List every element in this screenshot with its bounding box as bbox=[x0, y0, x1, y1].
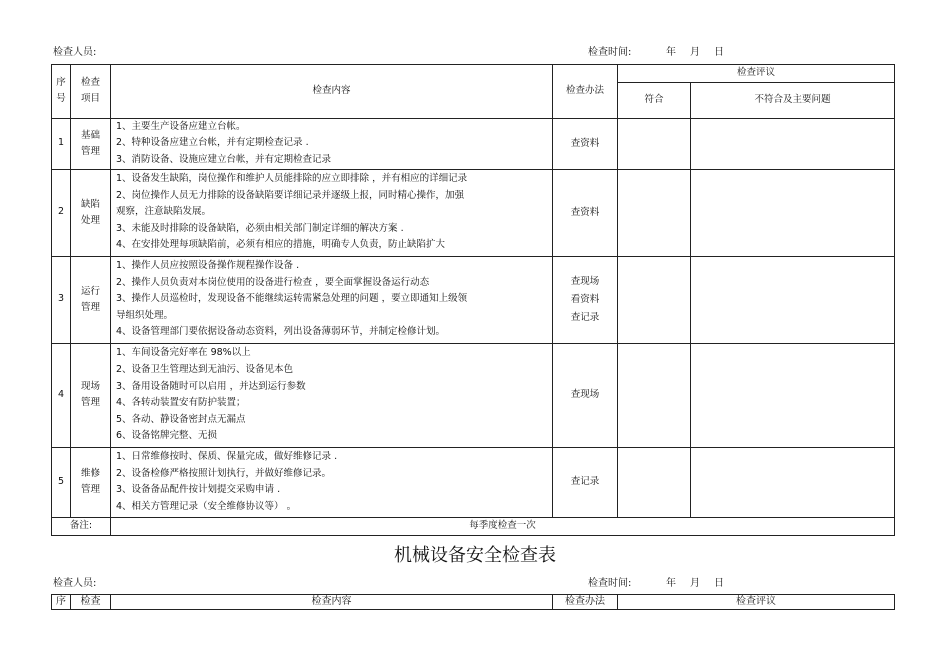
row-conform-cell[interactable] bbox=[618, 343, 691, 447]
row-conform-cell[interactable] bbox=[618, 169, 691, 256]
row-content: 1、设备发生缺陷，岗位操作和维护人员能排除的应立即排除 ，并有相应的详细记录 2、岗位操作人员无力排除的设备缺陷要详细记录并逐级上报，同时精心操作，加强 观察，注意缺陷发展。 3、未能及时排除的设备缺陷，必须由相关部门制定详细的解决方案 . 4、在安排处理每项缺陷前，必须有相应的措施，明确专人负责，防止缺陷扩大 bbox=[111, 169, 553, 256]
col-header-nonconform: 不符合及主要问题 bbox=[691, 82, 895, 118]
row-method: 查资料 bbox=[553, 118, 618, 169]
inspection-table-2 bbox=[51, 594, 895, 610]
row-nonconform-cell[interactable] bbox=[691, 343, 895, 447]
date-day-label: 日 bbox=[714, 47, 724, 58]
row-seq: 1 bbox=[52, 118, 71, 169]
row-method: 查资料 bbox=[553, 169, 618, 256]
col-header-content: 检查内容 bbox=[111, 65, 553, 119]
col-header-seq: 序号 bbox=[52, 65, 71, 119]
table-row bbox=[52, 447, 895, 517]
date-year-label-2: 年 bbox=[666, 578, 676, 589]
row-item: 现场管理 bbox=[71, 343, 111, 447]
inspection-table bbox=[51, 64, 895, 536]
col-header-content: 检查内容 bbox=[111, 595, 553, 610]
row-method: 查记录 bbox=[553, 447, 618, 517]
row-item: 运行管理 bbox=[71, 256, 111, 343]
table-row bbox=[52, 169, 895, 256]
row-content: 1、日常维修按时、保质、保量完成，做好维修记录 . 2、设备检修严格按照计划执行，并做好维修记录。 3、设备备品配件按计划提交采购申请 . 4、相关方管理记录（安全维修协议等） 。 bbox=[111, 447, 553, 517]
remark-row bbox=[52, 517, 895, 535]
row-item: 缺陷处理 bbox=[71, 169, 111, 256]
table-row bbox=[52, 118, 895, 169]
row-seq: 4 bbox=[52, 343, 71, 447]
inspection-time-label-2: 检查时间: bbox=[588, 578, 632, 589]
page-title: 机械设备安全检查表 bbox=[394, 545, 556, 566]
row-nonconform-cell[interactable] bbox=[691, 118, 895, 169]
col-header-method: 检查办法 bbox=[553, 65, 618, 119]
remark-text: 每季度检查一次 bbox=[111, 517, 895, 535]
date-day-label-2: 日 bbox=[714, 578, 724, 589]
row-content: 1、主要生产设备应建立台帐。 2、特种设备应建立台帐，并有定期检查记录 . 3、消防设备、设施应建立台帐，并有定期检查记录 bbox=[111, 118, 553, 169]
row-conform-cell[interactable] bbox=[618, 447, 691, 517]
row-nonconform-cell[interactable] bbox=[691, 256, 895, 343]
row-conform-cell[interactable] bbox=[618, 256, 691, 343]
col-header-method: 检查办法 bbox=[553, 595, 618, 610]
col-header-evaluation: 检查评议 bbox=[618, 595, 895, 610]
remark-label: 备注: bbox=[52, 517, 111, 535]
row-method: 查现场 bbox=[553, 343, 618, 447]
row-content: 1、操作人员应按照设备操作规程操作设备 . 2、操作人员负责对本岗位使用的设备进行检查 ，要全面掌握设备运行动态 3、操作人员巡检时，发现设备不能继续运转需紧急处理的问题 ，要立即通知上级领 导组织处理。 4、设备管理部门要依据设备动态资料，列出设备薄弱环节，并制定检修计划。 bbox=[111, 256, 553, 343]
row-nonconform-cell[interactable] bbox=[691, 447, 895, 517]
inspector-label-2: 检查人员: bbox=[53, 578, 97, 589]
col-header-conform: 符合 bbox=[618, 82, 691, 118]
table-row bbox=[52, 343, 895, 447]
date-year-label: 年 bbox=[666, 47, 676, 58]
row-conform-cell[interactable] bbox=[618, 118, 691, 169]
col-header-seq: 序 bbox=[52, 595, 71, 610]
col-header-evaluation: 检查评议 bbox=[618, 65, 895, 83]
date-month-label-2: 月 bbox=[690, 578, 700, 589]
col-header-item: 检查 bbox=[71, 595, 111, 610]
row-content: 1、车间设备完好率在 98%以上 2、设备卫生管理达到无油污、设备见本色 3、备用设备随时可以启用 ，并达到运行参数 4、各转动装置安有防护装置； 5、各动、静设备密封点无漏点 6、设备铭牌完整、无损 bbox=[111, 343, 553, 447]
row-seq: 3 bbox=[52, 256, 71, 343]
row-item: 基础管理 bbox=[71, 118, 111, 169]
row-nonconform-cell[interactable] bbox=[691, 169, 895, 256]
row-item: 维修管理 bbox=[71, 447, 111, 517]
inspector-label: 检查人员: bbox=[53, 47, 97, 58]
row-seq: 5 bbox=[52, 447, 71, 517]
col-header-item: 检查项目 bbox=[71, 65, 111, 119]
date-month-label: 月 bbox=[690, 47, 700, 58]
row-method: 查现场 看资料 查记录 bbox=[553, 256, 618, 343]
row-seq: 2 bbox=[52, 169, 71, 256]
table-row bbox=[52, 256, 895, 343]
inspection-time-label: 检查时间: bbox=[588, 47, 632, 58]
